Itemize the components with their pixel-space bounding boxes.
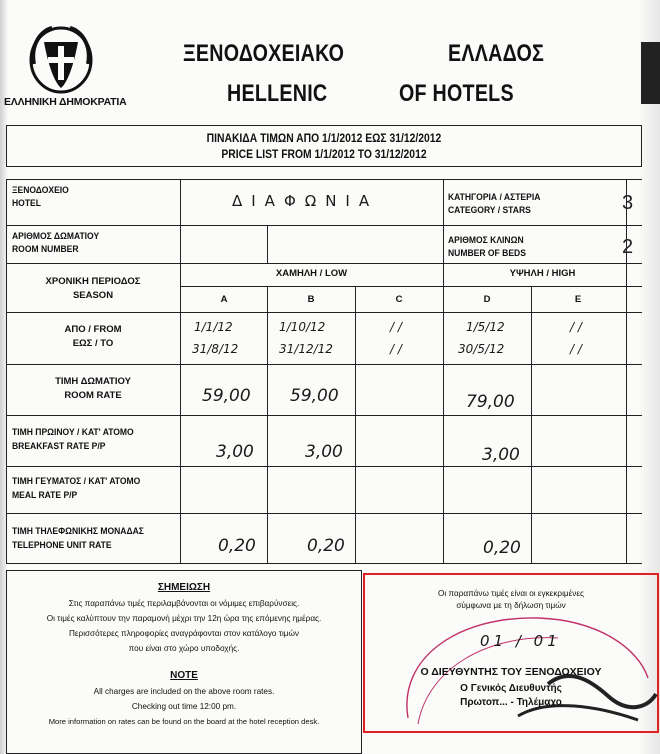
header-en-line1: HELLENIC [227, 80, 328, 107]
to-e: / / [570, 342, 582, 356]
phone-a: 0,20 [218, 536, 256, 556]
header-gr-line2: ΕΛΛΑΔΟΣ [448, 40, 545, 67]
room-rate-a: 59,00 [202, 386, 251, 406]
stars-value: 3 [622, 192, 634, 214]
note-en-line3: More information on rates can be found on the board at the hotel reception desk. [48, 717, 320, 726]
breakfast-d: 3,00 [482, 445, 520, 465]
meal-label-en: MEAL RATE P/P [12, 490, 78, 501]
director-label: Ο ΔΙΕΥΘΥΝΤΗΣ ΤΟΥ ΞΕΝΟΔΟΧΕΙΟΥ [420, 666, 602, 678]
hotel-label-en: HOTEL [12, 198, 41, 209]
from-a: 1/1/12 [194, 320, 233, 334]
room-rate-d: 79,00 [466, 392, 515, 412]
price-list-title [6, 125, 642, 167]
breakfast-b: 3,00 [305, 442, 343, 462]
breakfast-a: 3,00 [216, 442, 254, 462]
note-en-line2: Checking out time 12:00 pm. [131, 702, 237, 711]
from-d: 1/5/12 [466, 320, 505, 334]
room-label-en: ROOM NUMBER [12, 244, 79, 255]
room-label-gr: ΑΡΙΘΜΟΣ ΔΩΜΑΤΙΟΥ [12, 231, 100, 242]
price-list-title-gr: ΠΙΝΑΚΙΔΑ ΤΙΜΩΝ ΑΠΟ 1/1/2012 ΕΩΣ 31/12/2012 [206, 133, 442, 145]
approval-date: 01 / 01 [480, 632, 561, 650]
phone-label-en: TELEPHONE UNIT RATE [12, 540, 112, 551]
season-label-gr: ΧΡΟΝΙΚΗ ΠΕΡΙΟΔΟΣ [45, 276, 141, 287]
from-e: / / [570, 320, 582, 334]
column-a: A [220, 294, 228, 305]
note-gr-line4: που είναι στο χώρο υποδοχής. [128, 644, 240, 653]
season-label-en: SEASON [72, 290, 114, 301]
to-b: 31/12/12 [279, 342, 333, 356]
republic-label: ΕΛΛΗΝΙΚΗ ΔΗΜΟΚΡΑΤΙΑ [4, 96, 127, 108]
approval-line1: Οι παραπάνω τιμές είναι οι εγκεκριμένες [438, 589, 584, 598]
note-gr-line3: Περισσότερες πληροφορίες αναγράφονται στον κατάλογο τιμών [68, 629, 300, 638]
room-rate-label-gr: ΤΙΜΗ ΔΩΜΑΤΙΟΥ [55, 376, 131, 387]
note-en-title: NOTE [170, 670, 198, 681]
to-a: 31/8/12 [192, 342, 239, 356]
breakfast-label-gr: ΤΙΜΗ ΠΡΩΙΝΟΥ / ΚΑΤ' ΑΤΟΜΟ [12, 427, 134, 438]
to-label: ΕΩΣ / TO [72, 338, 114, 349]
to-c: / / [390, 342, 402, 356]
beds-label-gr: ΑΡΙΘΜΟΣ ΚΛΙΝΩΝ [448, 235, 524, 246]
category-label-gr: ΚΑΤΗΓΟΡΙΑ / ΑΣΤΕΡΙΑ [448, 192, 541, 203]
price-list-title-en: PRICE LIST FROM 1/1/2012 TO 31/12/2012 [221, 149, 427, 161]
stamp-signature-icon [398, 598, 660, 732]
stamp-line2: Πρωτοπ... - Τηλέμαχο [460, 697, 562, 708]
note-en-line1: All charges are included on the above room rates. [93, 687, 275, 696]
hotel-label-gr: ΞΕΝΟΔΟΧΕΙΟ [12, 185, 69, 196]
column-e: E [574, 294, 582, 305]
room-rate-label-en: ROOM RATE [64, 390, 122, 401]
category-label-en: CATEGORY / STARS [448, 205, 531, 216]
from-b: 1/10/12 [279, 320, 326, 334]
to-d: 30/5/12 [458, 342, 505, 356]
scan-corner-mark [641, 42, 660, 104]
note-gr-title: ΣΗΜΕΙΩΣΗ [157, 582, 211, 593]
beds-value: 2 [622, 236, 634, 258]
greek-emblem-icon [28, 24, 94, 94]
column-d: D [483, 294, 491, 305]
phone-label-gr: ΤΙΜΗ ΤΗΛΕΦΩΝΙΚΗΣ ΜΟΝΑΔΑΣ [12, 526, 144, 537]
meal-label-gr: ΤΙΜΗ ΓΕΥΜΑΤΟΣ / ΚΑΤ' ΑΤΟΜΟ [12, 476, 141, 487]
header-gr-line1: ΞΕΝΟΔΟΧΕΙΑΚΟ [183, 40, 345, 67]
from-label: ΑΠΟ / FROM [64, 324, 122, 335]
phone-b: 0,20 [307, 536, 345, 556]
column-c: C [395, 294, 403, 305]
room-rate-b: 59,00 [290, 386, 339, 406]
note-gr-line1: Στις παραπάνω τιμές περιλαμβάνονται οι νόμιμες επιβαρύνσεις. [68, 599, 300, 608]
stamp-line1: Ο Γενικός Διευθυντής [460, 683, 562, 694]
from-c: / / [390, 320, 402, 334]
breakfast-label-en: BREAKFAST RATE P/P [12, 441, 106, 452]
approval-line2: σύμφωνα με τη δήλωση τιμών [456, 601, 566, 610]
header-en-line2: OF HOTELS [399, 80, 514, 107]
beds-label-en: NUMBER OF BEDS [448, 248, 526, 259]
phone-d: 0,20 [483, 538, 521, 558]
column-b: B [307, 294, 315, 305]
hotel-name-value: ΔΙΑΦΩΝΙΑ [232, 192, 379, 210]
low-season-label: ΧΑΜΗΛΗ / LOW [275, 268, 348, 279]
note-gr-line2: Οι τιμές καλύπτουν την παραμονή μέχρι την 12η ώρα της επόμενης ημέρας. [46, 614, 322, 623]
high-season-label: ΥΨΗΛΗ / HIGH [509, 268, 576, 279]
